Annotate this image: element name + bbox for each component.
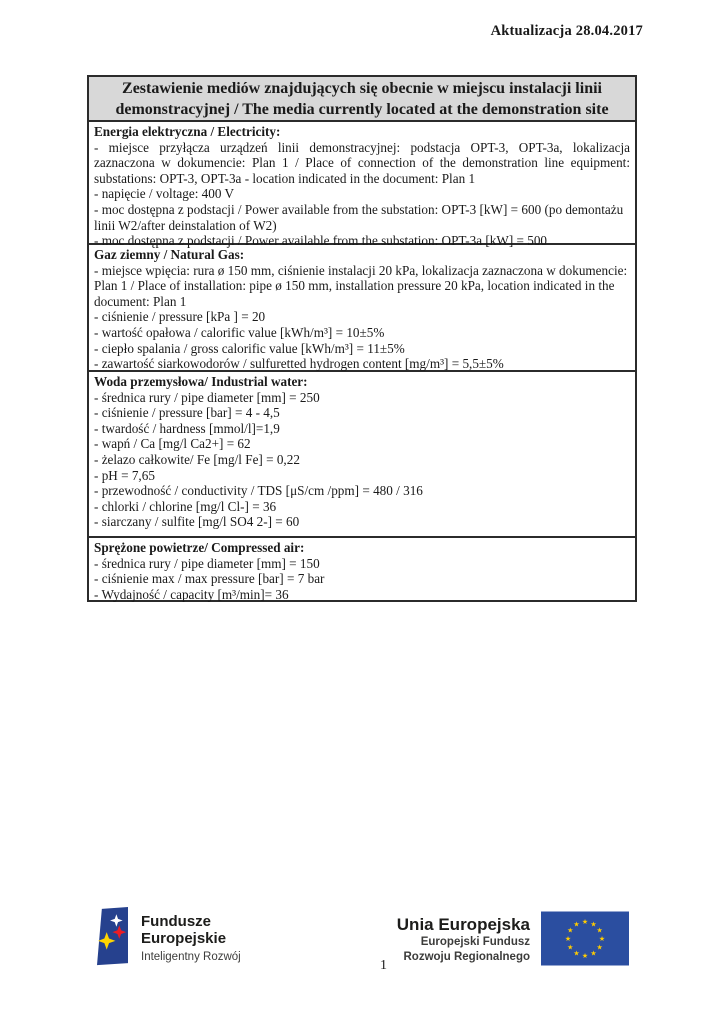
eu-logo-text — [397, 915, 530, 964]
spec-line: - wartość opałowa / calorific value [kWh/m³] = 10±5% — [94, 324, 385, 340]
spec-line: - moc dostępna z podstacji / Power available from the substation: OPT-3a [kW] = 500 — [94, 233, 548, 249]
fe-flag-icon — [97, 906, 128, 966]
svg-text:★: ★ — [590, 920, 597, 929]
document-title: Zestawienie mediów znajdujących się obecnie w miejscu instalacji linii demonstracyjnej / The media currently located at the demonstration site — [87, 75, 637, 124]
svg-text:★: ★ — [567, 926, 574, 935]
section-heading: Gaz ziemny / Natural Gas: — [94, 247, 245, 262]
spec-line: - ciśnienie / pressure [bar] = 4 - 4,5 — [94, 405, 280, 421]
media-table — [87, 120, 637, 602]
fe-logo-line2: Europejskie — [141, 930, 227, 947]
svg-text:★: ★ — [573, 920, 580, 929]
svg-text:★: ★ — [598, 935, 606, 943]
spec-line: - napięcie / voltage: 400 V — [94, 186, 235, 202]
spec-line: - miejsce wpięcia: rura ø 150 mm, ciśnienie instalacji 20 kPa, lokalizacja zaznaczona w dokumencie: Plan 1 / Place of installation: pipe ø 150 mm, installation pressure 20 kPa, location indicated in the document: Plan 1 — [94, 262, 628, 309]
spec-line: - miejsce przyłącza urządzeń linii demonstracyjnej: podstacja OPT-3, OPT-3a, lokalizacja zaznaczona w dokumencie: Plan 1 / Place of connection of the demonstration line equipment: substations: OPT-3, OPT-3a - location indicated in the document: Plan 1 — [94, 139, 630, 186]
section-heading: Energia elektryczna / Electricity: — [94, 124, 281, 139]
media-section — [89, 538, 635, 600]
media-section — [89, 245, 635, 372]
spec-line: - pH = 7,65 — [94, 467, 155, 483]
svg-text:★: ★ — [596, 926, 603, 935]
section-items — [94, 140, 630, 249]
svg-text:★: ★ — [590, 949, 597, 958]
svg-text:★: ★ — [573, 949, 580, 958]
spec-line: - twardość / hardness [mmol/l]=1,9 — [94, 420, 280, 436]
fe-logo — [97, 906, 241, 966]
spec-line: - żelazo całkowite/ Fe [mg/l Fe] = 0,22 — [94, 451, 300, 467]
spec-line: - siarczany / sulfite [mg/l SO4 2-] = 60 — [94, 514, 300, 530]
section-items — [94, 390, 630, 530]
fe-logo-subtitle: Inteligentny Rozwój — [141, 951, 241, 963]
section-heading: Sprężone powietrze/ Compressed air: — [94, 540, 305, 555]
media-section — [89, 372, 635, 538]
spec-line: - moc dostępna z podstacji / Power available from the substation: OPT-3 [kW] = 600 (po demontażu linii W2/after deinstalation of W2) — [94, 201, 624, 233]
media-section — [89, 122, 635, 249]
svg-text:★: ★ — [581, 918, 589, 926]
spec-line: - chlorki / chlorine [mg/l Cl-] = 36 — [94, 498, 277, 514]
spec-line: - przewodność / conductivity / TDS [μS/cm /ppm] = 480 / 316 — [94, 483, 423, 499]
fe-logo-text — [141, 913, 241, 966]
update-date: Aktualizacja 28.04.2017 — [490, 23, 643, 39]
svg-text:★: ★ — [567, 943, 574, 952]
spec-line: - wapń / Ca [mg/l Ca2+] = 62 — [94, 436, 251, 452]
page-number: 1 — [380, 958, 387, 973]
svg-text:★: ★ — [596, 943, 603, 952]
section-items — [94, 263, 630, 372]
svg-text:★: ★ — [564, 935, 572, 943]
svg-text:★: ★ — [581, 952, 589, 960]
spec-line: - ciśnienie max / max pressure [bar] = 7 bar — [94, 571, 325, 587]
eu-flag — [541, 911, 629, 966]
section-items — [94, 556, 630, 603]
eu-logo-line2: Europejski Fundusz — [420, 936, 530, 948]
spec-line: - zawartość siarkowodorów / sulfuretted hydrogen content [mg/m³] = 5,5±5% — [94, 356, 504, 372]
spec-line: - średnica rury / pipe diameter [mm] = 150 — [94, 555, 320, 571]
spec-line: - średnica rury / pipe diameter [mm] = 250 — [94, 389, 320, 405]
fe-logo-line1: Fundusze — [141, 913, 211, 930]
eu-logo-line1: Unia Europejska — [396, 915, 530, 934]
spec-line: - ciśnienie / pressure [kPa ] = 20 — [94, 309, 266, 325]
section-heading: Woda przemysłowa/ Industrial water: — [94, 374, 308, 389]
eu-flag-icon — [541, 911, 629, 966]
spec-line: - Wydajność / capacity [m³/min]= 36 — [94, 586, 289, 602]
eu-logo-line3: Rozwoju Regionalnego — [403, 951, 530, 963]
spec-line: - ciepło spalania / gross calorific value [kWh/m³] = 11±5% — [94, 340, 405, 356]
